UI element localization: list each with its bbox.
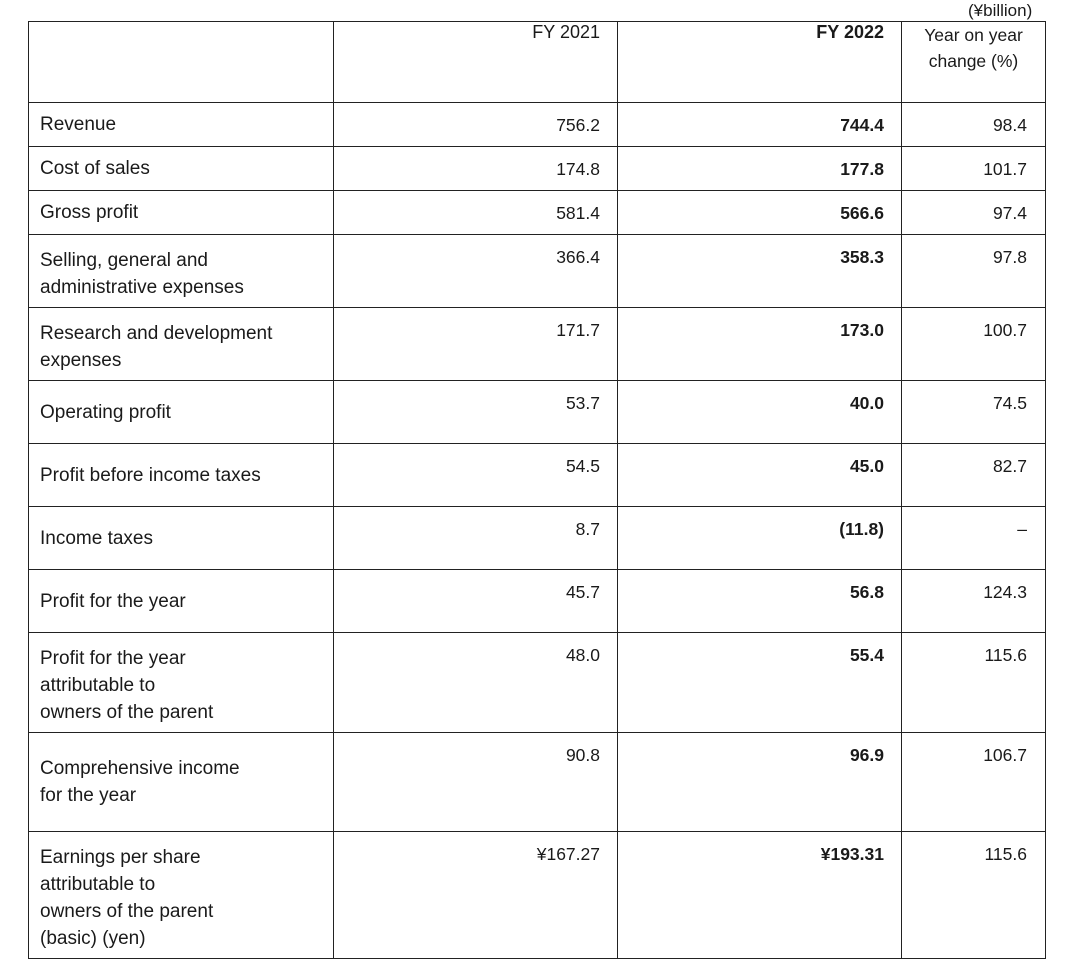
cell-yoy: –	[902, 507, 1046, 570]
cell-yoy: 82.7	[902, 444, 1046, 507]
row-label: Cost of sales	[29, 147, 334, 191]
table-body	[29, 22, 1046, 959]
row-label: Selling, general and administrative expenses	[29, 235, 334, 308]
cell-fy2022: 56.8	[618, 570, 902, 633]
table-row	[29, 191, 1046, 235]
cell-fy2021: 171.7	[334, 308, 618, 381]
cell-yoy: 115.6	[902, 832, 1046, 959]
table-row	[29, 235, 1046, 308]
cell-fy2021: 48.0	[334, 633, 618, 733]
cell-fy2021: 756.2	[334, 103, 618, 147]
cell-fy2021: 8.7	[334, 507, 618, 570]
row-label: Revenue	[29, 103, 334, 147]
cell-fy2021: 90.8	[334, 733, 618, 832]
table-row	[29, 733, 1046, 832]
cell-yoy: 97.8	[902, 235, 1046, 308]
table-row	[29, 507, 1046, 570]
cell-fy2022: (11.8)	[618, 507, 902, 570]
row-label: Earnings per share attributable to owners of the parent (basic) (yen)	[29, 832, 334, 959]
cell-fy2021: 366.4	[334, 235, 618, 308]
table-row	[29, 308, 1046, 381]
cell-yoy: 100.7	[902, 308, 1046, 381]
cell-fy2022: 177.8	[618, 147, 902, 191]
cell-fy2021: 581.4	[334, 191, 618, 235]
table-row	[29, 633, 1046, 733]
cell-fy2022: 40.0	[618, 381, 902, 444]
cell-fy2021: 45.7	[334, 570, 618, 633]
header-fy2021: FY 2021	[334, 22, 618, 103]
cell-fy2022: 358.3	[618, 235, 902, 308]
cell-fy2021: ¥167.27	[334, 832, 618, 959]
cell-fy2022: 55.4	[618, 633, 902, 733]
row-label: Profit before income taxes	[29, 444, 334, 507]
cell-yoy: 115.6	[902, 633, 1046, 733]
header-row	[29, 22, 1046, 103]
cell-yoy: 98.4	[902, 103, 1046, 147]
unit-label: (¥billion)	[968, 1, 1033, 20]
header-yoy: Year on year change (%)	[902, 22, 1046, 103]
header-fy2022: FY 2022	[618, 22, 902, 103]
row-label: Income taxes	[29, 507, 334, 570]
table-row	[29, 832, 1046, 959]
cell-fy2022: 173.0	[618, 308, 902, 381]
row-label: Operating profit	[29, 381, 334, 444]
cell-yoy: 74.5	[902, 381, 1046, 444]
row-label: Profit for the year attributable to owners of the parent	[29, 633, 334, 733]
cell-fy2022: ¥193.31	[618, 832, 902, 959]
table-row	[29, 444, 1046, 507]
header-empty-cell	[29, 22, 334, 103]
row-label: Profit for the year	[29, 570, 334, 633]
table-row	[29, 147, 1046, 191]
row-label: Comprehensive income for the year	[29, 733, 334, 832]
table-row	[29, 570, 1046, 633]
cell-fy2022: 96.9	[618, 733, 902, 832]
cell-yoy: 101.7	[902, 147, 1046, 191]
financial-results-table	[28, 21, 1046, 959]
cell-yoy: 97.4	[902, 191, 1046, 235]
cell-fy2021: 54.5	[334, 444, 618, 507]
cell-yoy: 106.7	[902, 733, 1046, 832]
cell-fy2022: 45.0	[618, 444, 902, 507]
table-row	[29, 103, 1046, 147]
table-row	[29, 381, 1046, 444]
cell-fy2021: 53.7	[334, 381, 618, 444]
cell-fy2021: 174.8	[334, 147, 618, 191]
cell-fy2022: 566.6	[618, 191, 902, 235]
row-label: Research and development expenses	[29, 308, 334, 381]
row-label: Gross profit	[29, 191, 334, 235]
cell-yoy: 124.3	[902, 570, 1046, 633]
cell-fy2022: 744.4	[618, 103, 902, 147]
